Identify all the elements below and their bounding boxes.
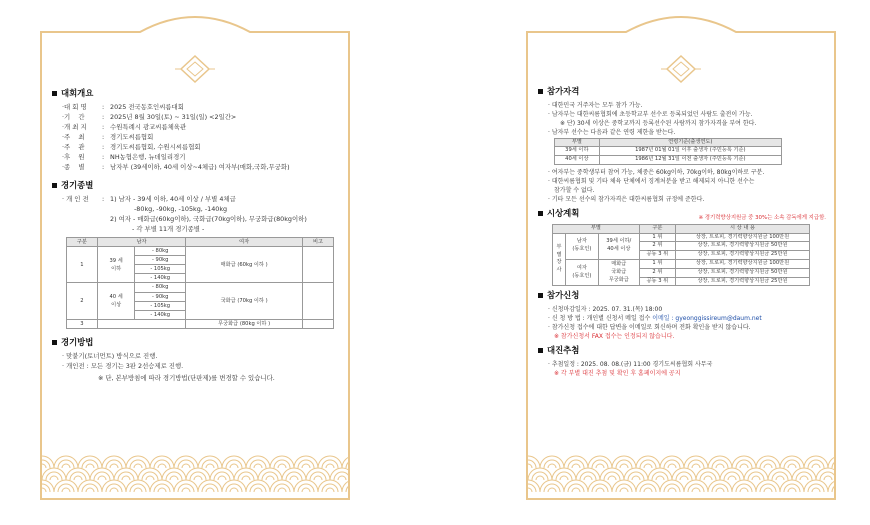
method-line: · 개인전 : 모든 경기는 3판 2선승제로 진행. [62, 361, 184, 370]
elig-line: · 여자부는 중학생부터 참여 가능, 체중은 60kg이하, 70kg이하, 80kg이하로 구분. [548, 169, 765, 176]
events-table: 구분 남자 여자 비고 1 39 세 이하 - 80kg 매화급 (60kg 이하 ) - 90kg - 105kg - 140kg 2 40 세 이상 - 80kg 국화급 (70kg 이하 ) - 90kg - 105kg - 140kg 3 무궁화급 (80kg 이하 ) [66, 237, 334, 329]
right-panel [526, 32, 836, 500]
wave-pattern [42, 450, 348, 498]
section-title: 참가신청 [538, 289, 826, 302]
awards-table: 부별 구분 시 상 내 용 부 별 장 사 남자 (동호인) 39세 이하/ 40세 이상 1 위 상장, 트로피, 경기력향상지원금 100만원 2 위 상장, 트로피, 경기력향상지원금 50만원 공동 3 위 상장, 트로피, 경기력향상지원금 25만원 여자 (동호인) 매화급 국화급 무궁화급 1 위 상장, 트로피, 경기력향상지원금 100만원 2 위 상장, 트로피, 경기력향상지원금 50만원 공동 3 위 상장, 트로피, 경기력향상지원금 25만원 [552, 224, 810, 287]
apply-note: ※ 참가신청서 FAX 접수는 인정되지 않습니다. [554, 332, 675, 340]
event-women: 2) 여자 - 매화급(60kg이하), 국화급(70kg이하), 무궁화급(80kg이하) [110, 215, 307, 224]
elig-line: · 남자부 선수는 다음과 같은 연령 제한을 받는다. [548, 128, 676, 136]
event-count: - 각 부별 11개 경기종별 - [132, 225, 205, 234]
event-row: · 개 인 전 : 1) 남자 - 39세 이하, 40세 이상 / 부별 4체급 [62, 195, 236, 204]
elig-note: ※ 단) 30세 이상은 중학교까지 등록선수된 사람까지 참가자격을 부여 한다. [560, 119, 757, 127]
overview-row: · 개 최 지 : 수원특례시 광교씨름체육관 [62, 122, 187, 131]
elig-line: · 기타 모든 선수의 참가자격은 대한씨름협회 규정에 준한다. [548, 196, 705, 203]
diamond-ornament-icon [175, 54, 215, 84]
overview-row: · 후 원 : NH농협은행, 뉴데일리경기 [62, 152, 186, 161]
section-title: 참가자격 [538, 85, 826, 98]
overview-row: · 주 최 : 경기도씨름협회 [62, 132, 154, 141]
section-title: 시상계획 [538, 207, 826, 220]
apply-line: · 신청마감일자 : 2025. 07. 31.(목) 18:00 [548, 305, 663, 313]
apply-line: · 참가신청 접수에 대한 답변을 이메일로 회신하며 전화 확인을 받지 않습니다. [548, 323, 751, 331]
draw-line: · 추첨일정 : 2025. 08. 08.(금) 11:00 경기도씨름협회 사무국 [548, 360, 713, 368]
overview-row: · 종 별 : 남자부 (39세이하, 40세 이상~4체급) 여자부(매화,국화,무궁화) [62, 162, 290, 171]
diamond-ornament-icon [661, 54, 701, 84]
event-weights: -80kg, -90kg, -105kg, -140kg [134, 205, 228, 214]
section-title: 경기방법 [52, 336, 340, 349]
elig-line: · 남자부는 대한씨름협회에 초등학교부 선수로 등록되었던 사람도 출전이 가능. [548, 110, 753, 118]
elig-line: · 대한민국 거주자는 모두 참가 가능. [548, 101, 643, 109]
email-link[interactable]: 이메일 : gyeonggissireum@daum.net [652, 314, 762, 322]
method-line: · 맞붙기(토너먼트) 방식으로 진행. [62, 351, 158, 360]
age-table: 부별 연령기준(출생연도) 39세 이하 1987년 01월 01일 이후 출생자 (주민등록 기준) 40세 이상 1986년 12월 31일 이전 출생자 (주민등록 기준) [554, 138, 782, 165]
draw-note: ※ 각 부별 대진 추첨 및 확인 후 홈페이지에 공지 [554, 369, 681, 377]
elig-line: · 대한씨름협회 및 기타 체육 단체에서 징계처분을 받고 해제되지 아니한 선수는 [548, 178, 755, 185]
awards-note: ※ 경기력향상지원금 중 30%는 소속 감독에게 지급함. [698, 214, 826, 221]
wave-pattern [528, 450, 834, 498]
section-title: 경기종별 [52, 179, 340, 192]
section-title: 대회개요 [52, 87, 340, 100]
overview-row: · 주 관 : 경기도씨름협회, 수원시씨름협회 [62, 142, 201, 151]
section-title: 대진추첨 [538, 344, 826, 357]
overview-row: · 대 회 명 : 2025 전국동호인씨름대회 [62, 103, 184, 112]
elig-line: 참가할 수 없다. [554, 187, 595, 194]
apply-line: · 신 청 방 법 : 개인별 신청서 메일 접수 이메일 : gyeonggissireum@daum.net [548, 314, 762, 322]
left-panel [40, 32, 350, 500]
overview-list [52, 103, 340, 172]
overview-row: · 기 간 : 2025년 8월 30일(토) ~ 31일(일) <2일간> [62, 112, 237, 121]
method-note: ※ 단, 본부방침에 따라 경기방법(단판제)를 변경할 수 있습니다. [98, 373, 275, 382]
